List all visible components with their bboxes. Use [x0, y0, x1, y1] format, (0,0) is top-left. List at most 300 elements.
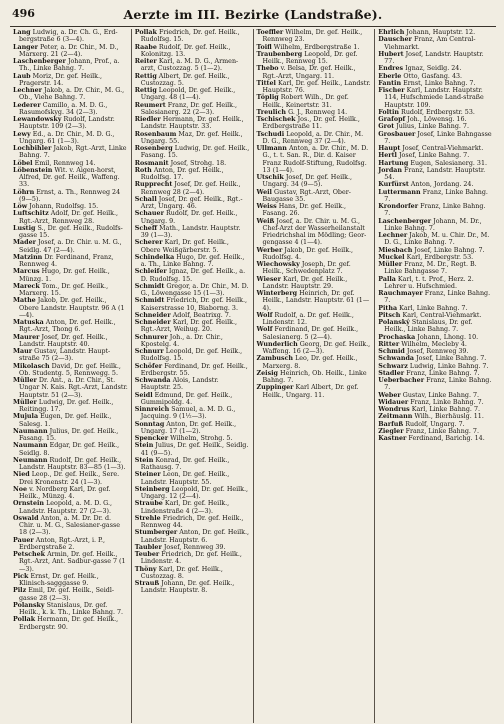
- entry-name: Straube: [134, 500, 163, 508]
- entry-name: Lochbihler: [13, 145, 52, 152]
- directory-entry: [378, 319, 493, 334]
- directory-entry: [135, 116, 250, 131]
- entry-details: Anton, Jordang. 24.: [410, 181, 474, 189]
- directory-entry: [135, 500, 250, 515]
- entry-details: Ernst, a. Th., Rennweg 24 (9—5).: [19, 188, 121, 203]
- entry-details: Julius, Dr. gef. Heilk., Fasang. 15.: [19, 427, 119, 442]
- directory-entry: [135, 268, 250, 283]
- entry-name: Laub: [13, 72, 31, 80]
- entry-name: Utschik: [256, 174, 284, 181]
- entry-name: Schöfer: [134, 362, 163, 370]
- directory-entry: [13, 602, 128, 617]
- entry-details: Karl, Dr. gef. Heilk., Landstr. Hauptstr. 76.: [262, 79, 371, 94]
- directory-entry: [257, 189, 372, 204]
- entry-name: Sonntag: [134, 420, 165, 428]
- entry-name: Thöny: [134, 565, 157, 573]
- entry-details: Franz, Linke Bahng. 7.: [384, 188, 488, 203]
- entry-details: Gustav, Rgt.-Arzt, Ober-Baugasse 35.: [262, 188, 351, 203]
- entry-name: Laschenberger: [378, 217, 432, 225]
- directory-entry: [378, 123, 493, 130]
- directory-entry: [135, 319, 250, 334]
- entry-name: Lechner: [378, 232, 408, 239]
- entry-details: Ferdinand, Dr. gef. Heilk., Erdbergstr. 55.: [140, 362, 248, 377]
- directory-entry: [378, 247, 493, 254]
- directory-entry: [257, 247, 372, 262]
- entry-details: Ed., a. Dr. Chir., M. D. G., Ungarg. 61 (1—3).: [19, 130, 115, 145]
- entry-name: Palla: [378, 275, 396, 283]
- entry-name: Schmidt: [134, 297, 165, 305]
- directory-entry: [378, 80, 493, 87]
- entry-details: Franz, Linke Bahng. 7.: [410, 398, 484, 406]
- entry-details: Gustav, Linke Bahng. 7.: [402, 391, 480, 399]
- directory-entry: [135, 580, 250, 595]
- entry-name: Hartung: [378, 159, 409, 167]
- entry-name: Kastner: [378, 435, 407, 442]
- entry-name: Tschischek: [256, 116, 296, 123]
- entry-name: Pauer: [13, 536, 34, 544]
- entry-name: Miesbach: [378, 246, 413, 254]
- directory-entry: [13, 348, 128, 363]
- entry-details: Josef, Linke Bahng. 7.: [416, 355, 487, 363]
- directory-entry: [135, 145, 250, 160]
- entry-name: Ueberbacher: [378, 377, 425, 384]
- entry-name: Pick: [13, 572, 29, 580]
- entry-details: Leop., Dr. gef. Heilk., Sere. Drei Kronenstr. 24 (1—3).: [19, 471, 120, 486]
- directory-entry: [378, 232, 493, 247]
- directory-entry: [257, 94, 372, 109]
- entry-name: Foltin: [378, 108, 400, 116]
- directory-entry: [257, 80, 372, 95]
- entry-name: Schleifer: [134, 268, 167, 276]
- entry-details: Wilhelm, Strohg. 5.: [170, 435, 233, 442]
- directory-entry: [378, 399, 493, 406]
- entry-details: Ferdinand, Dr. gef. Heilk., Salesianerg. 5 (2—4).: [262, 326, 359, 341]
- entry-details: Leopold, Dr. gef. Heilk., Rudolfsg. 15.: [140, 348, 243, 363]
- entry-name: Zeitmann: [378, 413, 413, 421]
- entry-details: Karl, Dr. gef. Heilk., Obere Weißgärberstr. 5.: [140, 239, 229, 254]
- entry-name: Wiechowsky: [256, 261, 300, 268]
- entry-details: Jos., Dr. gef. Heilk., Erdbergstraße 11.: [262, 116, 360, 131]
- directory-entry: [13, 500, 128, 515]
- directory-entry: [135, 377, 250, 392]
- directory-entry: [378, 152, 493, 159]
- entry-details: Josef, Central-Viehmarkt.: [402, 145, 484, 152]
- directory-entry: [257, 370, 372, 385]
- entry-details: Rudolf, Landstr. Hauptstr. 109 (2—3).: [19, 116, 115, 131]
- entry-name: Schwanda: [134, 377, 171, 384]
- directory-entry: [13, 44, 128, 59]
- directory-entry: [13, 87, 128, 102]
- entry-details: Anton, a. M. Dr. Dr. d. Chir. u. M. G., Salesianer-gasse 18 (2—3).: [19, 514, 120, 537]
- entry-name: Rauchmayer: [378, 290, 423, 297]
- entry-name: Tittel: [256, 79, 276, 87]
- entry-details: v. Nordberg Karl, Dr. gef. Heilk., Münzg. 4.: [19, 485, 111, 500]
- entry-details: Robert Wilh., Dr. gef. Heilk., Keinertstr. 31.: [262, 94, 349, 109]
- entry-name: Schauer: [134, 210, 164, 218]
- entry-name: Haupt: [378, 145, 401, 152]
- directory-entry: [13, 377, 128, 399]
- directory-entry: [13, 283, 128, 298]
- entry-name: Stein: [134, 442, 154, 450]
- directory-entry: [13, 457, 128, 472]
- entry-name: Toifl: [256, 43, 272, 51]
- directory-entry: [257, 109, 372, 116]
- directory-entry: [13, 537, 128, 552]
- entry-details: Leopold, a. M. D. G., Landstr. Hauptstr. 27 (2—3).: [19, 500, 112, 515]
- entry-name: Mikolasch: [13, 362, 50, 370]
- entry-name: Löbenstein: [13, 166, 53, 174]
- directory-entry: [13, 116, 128, 131]
- entry-details: Friedrich, Dr. gef. Heilk., Kaiserstrasse 10, Biaborng. 3.: [140, 297, 247, 312]
- columns: [10, 29, 496, 723]
- directory-entry: [13, 413, 128, 428]
- directory-entry: [378, 341, 493, 348]
- entry-details: Math., Landstr. Hauptstr. 39 (1—3).: [140, 224, 241, 239]
- entry-name: Jordan: [378, 166, 402, 174]
- directory-entry: [13, 573, 128, 588]
- page-title: Aerzte im III. Bezirke (Landstraße).: [123, 7, 383, 22]
- directory-entry: [13, 515, 128, 537]
- entry-name: Naumann: [13, 427, 48, 435]
- entry-details: Hermann, Dr. gef. Heilk., Landstr. Hauptstr. 33.: [140, 116, 244, 131]
- directory-entry: [378, 312, 493, 319]
- entry-name: Löhrn: [13, 188, 35, 196]
- entry-details: Johann, Rudolfsg. 15.: [29, 203, 99, 210]
- entry-details: Eugen, Salesianerg. 31.: [410, 159, 488, 167]
- entry-details: Josef, a. Dr. Chir. u. M. G., Chef-Arzt der Wasserheilanstalt Friedrichshal im Mödling; Geor-gengasse 4 (1—4).: [262, 217, 367, 247]
- entry-name: Grosbauer: [378, 130, 416, 138]
- entry-name: Matuska: [13, 319, 44, 326]
- entry-details: Franz, Linke Bahng. 7.: [406, 369, 480, 377]
- column-3: [253, 29, 375, 723]
- entry-name: Töplig: [256, 94, 279, 102]
- entry-name: Prochaska: [378, 333, 416, 341]
- entry-name: Steinberg: [134, 485, 170, 493]
- directory-entry: [257, 116, 372, 131]
- entry-name: Stadler: [378, 369, 405, 377]
- entry-name: Petschek: [13, 551, 46, 558]
- directory-entry: [135, 44, 250, 59]
- entry-details: Rudolf, a. Dr. gef. Heilk., Lindenstr. 12.: [262, 311, 354, 326]
- entry-details: Emil, Rennweg 14.: [34, 159, 96, 167]
- directory-entry: [135, 348, 250, 363]
- entry-details: Moriz, Dr. gef. Heilk., Pragerstr. 14.: [19, 72, 103, 87]
- entry-name: Ornstein: [13, 500, 45, 508]
- entry-name: Lewy: [13, 130, 31, 138]
- entry-name: Mathe: [13, 297, 36, 305]
- column-1: [10, 29, 131, 723]
- entry-name: Löbel: [13, 159, 33, 167]
- entry-name: Lechner: [13, 87, 42, 94]
- directory-entry: [378, 181, 493, 188]
- entry-details: Armin, Dr. gef. Heilk., Rgt.-Arzt, Ant. Sadbur-gasse 7 (1—3).: [19, 551, 126, 573]
- entry-name: Oswald: [13, 514, 39, 522]
- entry-name: Barfuß: [378, 420, 404, 428]
- directory-entry: [13, 587, 128, 602]
- entry-details: Anton, Dr. gef. Heilk., Rudolfsg. 17.: [140, 166, 224, 181]
- directory-entry: [378, 65, 493, 72]
- directory-entry: [378, 218, 493, 233]
- column-4: [374, 29, 496, 723]
- entry-details: Karl, Dr. gef. Heilk., Landstr. Hauptstr. 29.: [262, 275, 348, 290]
- entry-name: Schindelka: [134, 253, 175, 261]
- entry-name: Maur: [13, 348, 33, 355]
- directory-entry: [135, 196, 250, 211]
- directory-entry: [13, 319, 128, 334]
- entry-details: Karl, Dr. gef. Heilk., Rgt.-Arzt, Weihug. 20.: [140, 319, 237, 334]
- entry-name: Pollak: [134, 29, 157, 36]
- directory-entry: [13, 210, 128, 225]
- directory-entry: [257, 326, 372, 341]
- entry-name: Toeffler: [256, 29, 284, 36]
- directory-entry: [257, 174, 372, 189]
- directory-entry: [135, 254, 250, 269]
- entry-details: Karl, Dr. gef. Heilk., Custozzag. 8.: [140, 565, 223, 580]
- entry-name: Polansky: [13, 601, 45, 609]
- entry-name: Matzinn: [13, 253, 43, 261]
- directory-entry: [135, 312, 250, 319]
- entry-details: Josef, Rennweg 39.: [163, 543, 226, 551]
- entry-name: Luttermann: [378, 188, 421, 196]
- directory-entry: [135, 551, 250, 566]
- entry-details: Konrad, Dr. gef. Heilk., Rathausg. 7.: [140, 456, 230, 471]
- entry-name: Schnurer: [134, 333, 168, 341]
- entry-details: Ignaz, Seidlg. 24.: [405, 65, 462, 73]
- directory-entry: [257, 131, 372, 146]
- entry-details: Joh., a. Dr. Chir., Kpostelg. 4.: [140, 333, 223, 348]
- entry-details: Jakob, Dr. gef. Heilk., Rudolfsg. 4.: [262, 246, 354, 261]
- directory-entry: [135, 363, 250, 378]
- entry-details: Camillo, a. M. D. G., Rasumofskyg. 34 (2—3).: [19, 101, 108, 116]
- directory-entry: [378, 36, 493, 51]
- entry-details: Josef, Linke Bahng. 7.: [399, 152, 470, 160]
- directory-entry: [135, 457, 250, 472]
- entry-name: Weiß: [256, 217, 275, 225]
- entry-details: Adolf, Dr. gef. Heilk., Rgt.-Arzt, Rennweg 28.: [19, 210, 119, 225]
- entry-details: Ludwig, a. Dr. Ch. G., Erd-bergstraße 6 (3—4).: [19, 29, 118, 44]
- entry-details: Leopold, Dr. gef. Heilk., Ungarg. 48 (1—4).: [140, 87, 236, 102]
- entry-name: Hubert: [378, 50, 404, 58]
- directory-entry: [378, 51, 493, 66]
- entry-details: Ludwig, Linke Bahng. 7.: [409, 362, 489, 370]
- entry-name: Rettig: [134, 87, 157, 94]
- directory-entry: [378, 87, 493, 109]
- entry-name: Luftschitz: [13, 210, 49, 218]
- entry-details: Wilhelm, Mecleby 4.: [401, 340, 467, 348]
- entry-name: Pitsch: [378, 311, 401, 319]
- directory-entry: [257, 203, 372, 218]
- entry-details: Franz, Linke Bahng. 7.: [384, 290, 491, 305]
- entry-details: Heinrich, Dr. gef. Heilk., Landstr. Hauptstr. 61 (1—4).: [262, 290, 370, 312]
- entry-name: Widauer: [378, 398, 409, 406]
- entry-details: Josef, Landstr. Hauptstr. 77.: [384, 50, 484, 65]
- entry-details: Hans, Dr. gef. Heilk., Fasang. 26.: [262, 203, 347, 218]
- entry-details: Anton, Dr. gef. Heilk., Rgt.-Arzt, Thong 6.: [19, 319, 116, 334]
- entry-details: Johann, Lhong. 10.: [417, 333, 479, 341]
- directory-entry: [13, 145, 128, 160]
- directory-entry: [257, 29, 372, 44]
- entry-details: Rudolf, Ungarg. 7.: [405, 420, 465, 428]
- entry-name: Roth: [134, 166, 152, 174]
- entry-details: Peter, a. Dr. Chir., M. D., Marxerg. 21 (2—4).: [19, 43, 119, 58]
- entry-details: Ludwig, Dr. gef. Heilk., Fasang. 15.: [140, 145, 250, 160]
- entry-name: Schall: [134, 195, 157, 203]
- entry-details: Hermann, Dr. gef. Heilk., Erdbergstr. 90.: [19, 616, 119, 631]
- directory-entry: [13, 131, 128, 146]
- entry-name: Rettig: [134, 72, 157, 80]
- entry-details: Anton, Rgt.-Arzt, i. P., Erdbergstraße 2.: [19, 536, 106, 551]
- entry-details: Ignaz, Dr. gef. Heilk., a. D. Rudolfsg. 15.: [140, 268, 246, 283]
- entry-details: Josef, Strohg. 18.: [170, 159, 227, 167]
- entry-details: Josef, Dr. gef. Heilk., Rennweg 28 (2—4).: [140, 181, 241, 196]
- directory-entry: [13, 363, 128, 378]
- entry-details: Ferdinand, Barichg. 14.: [408, 435, 485, 442]
- entry-details: Julius, Linke Bahng. 7.: [396, 123, 469, 131]
- entry-details: Friedrich, Dr. gef. Heilk., Lindenstr. 4.: [140, 551, 242, 566]
- directory-entry: [13, 616, 128, 631]
- entry-details: Josef, a. Dr. Chir. u. M. G., Seidlg. 47 (2—4).: [19, 239, 122, 254]
- entry-details: Wilh., Bierhäuslg. 11.: [414, 413, 484, 421]
- entry-name: Spencker: [134, 435, 169, 442]
- entry-name: Dauscher: [378, 36, 412, 44]
- entry-name: Hertl: [378, 152, 397, 160]
- entry-name: Zambusch: [256, 355, 294, 363]
- entry-name: Pollak: [13, 616, 36, 624]
- entry-name: Schmid: [378, 348, 405, 355]
- directory-entry: [13, 551, 128, 573]
- directory-entry: [13, 58, 128, 73]
- entry-name: Tschudi: [256, 130, 285, 138]
- entry-name: Winterberg: [256, 290, 298, 297]
- entry-name: Müller: [13, 398, 37, 406]
- directory-entry: [13, 225, 128, 240]
- directory-entry: [257, 290, 372, 312]
- entry-details: Karl, Erdbergstr. 53.: [406, 253, 474, 261]
- entry-details: Franz, Linke Bahng. 7.: [384, 377, 492, 392]
- entry-name: Grot: [378, 123, 395, 131]
- directory-entry: [135, 406, 250, 421]
- entry-name: Polanský: [378, 319, 410, 326]
- entry-details: Joseph, Dr. gef. Heilk., Schwedenplatz 7.: [262, 261, 351, 276]
- directory-entry: [257, 65, 372, 80]
- entry-details: Hugo, Dr. gef. Heilk., a. Th., Linke Bahng. 7.: [140, 253, 245, 268]
- entry-name: Schwanda: [378, 355, 415, 363]
- entry-details: Johann, Hauptstr. 12.: [406, 29, 476, 36]
- entry-details: Adolf, Beatrixg. 7.: [172, 311, 231, 319]
- directory-entry: [378, 363, 493, 370]
- entry-details: Johann, M. Dr., Linke Bahng. 7.: [384, 217, 482, 232]
- entry-details: Georg, Dr. gef. Heilk., Waffeng. 16 (2—3).: [262, 340, 371, 355]
- entry-name: Schneider: [134, 311, 171, 319]
- entry-details: Eugen, Dr. gef. Heilk., Salesg. 1.: [19, 413, 112, 428]
- entry-details: Anton, Dr. gef. Heilk., Landstr. Hauptstr. 6.: [140, 529, 250, 544]
- entry-details: Dr. Ferdinand, Franz, Rennweg 4.: [19, 253, 114, 268]
- entry-details: Wit. v. Aigen-horst, Alfred, Dr. gef. Heilk., Waffeng. 33.: [19, 166, 120, 189]
- entry-name: Fischer: [378, 87, 405, 94]
- directory-entry: [135, 167, 250, 182]
- directory-entry: [135, 87, 250, 102]
- directory-entry: [378, 413, 493, 420]
- entry-details: Karl, Linke Bahng. 7.: [399, 304, 468, 312]
- entry-name: Treulich: [256, 108, 287, 116]
- entry-name: Krondorfer: [378, 203, 419, 210]
- entry-name: Eberle: [378, 72, 402, 80]
- directory-entry: [135, 210, 250, 225]
- entry-name: Grafopf: [378, 116, 406, 123]
- directory-entry: [135, 421, 250, 436]
- directory-entry: [13, 399, 128, 414]
- directory-entry: [135, 239, 250, 254]
- directory-entry: [135, 392, 250, 407]
- entry-details: Edmund, Dr. gef. Heilk., Gummipoldg. 4.: [140, 391, 233, 406]
- directory-entry: [257, 312, 372, 327]
- entry-name: Maurer: [13, 333, 40, 341]
- entry-name: Scheff: [134, 224, 158, 232]
- entry-details: Rudolf, Dr. gef. Heilk., Landstr. Hauptstr. 83—85 (1—3).: [19, 456, 126, 471]
- entry-details: Josef, Linke Bahng. 7.: [414, 246, 485, 254]
- entry-details: Anton, Dr. gef. Heilk., Ungarg. 17 (1—2).: [140, 420, 237, 435]
- directory-entry: [257, 384, 372, 399]
- directory-entry: [378, 370, 493, 377]
- entry-details: Maz, Dr. gef. Heilk., Ungarg. 55.: [140, 130, 243, 145]
- entry-details: Wilhelm, Dr. gef. Heilk., Rennweg 23.: [262, 29, 363, 44]
- entry-details: Samuel, a. M. D. G., Jacquing. 9 (1½—3).: [140, 406, 236, 421]
- entry-name: Laschenberger: [13, 58, 66, 65]
- entry-details: Franz, Linke Bahng. 7.: [384, 203, 486, 218]
- directory-entry: [13, 254, 128, 269]
- entry-name: Nied: [13, 471, 30, 479]
- entry-details: Heinrich, Ob. Heilk., Linke Bahng. 7.: [262, 369, 367, 384]
- entry-details: Leopold, a. Dr. Chir., M. D. G., Rennweg 37 (2—4).: [262, 130, 364, 145]
- entry-details: Johann, Prof., a. Th., Linke Bahng. 7.: [19, 58, 120, 73]
- directory-entry: [378, 160, 493, 167]
- entry-details: Josef, Rennweg 39.: [406, 348, 469, 355]
- directory-entry: [13, 73, 128, 88]
- entry-details: Jakob, Dr. gef. Heilk., Obere Landstr. Hauptstr. 96 A (1—4).: [19, 297, 125, 319]
- entry-name: Rupprecht: [134, 181, 173, 189]
- entry-name: Sinnreich: [134, 406, 170, 413]
- directory-entry: [378, 189, 493, 204]
- entry-name: Seidl: [134, 391, 153, 399]
- entry-details: Jakob, Rgt.-Arzt, Linke Bahng. 7.: [19, 145, 127, 160]
- directory-entry: [135, 515, 250, 530]
- entry-name: Thebo: [256, 65, 279, 73]
- page-header: [10, 6, 496, 27]
- entry-details: Anton, a. Dr. Chir., M. D. G., t. t. San. R., Dir. d. Kaiser Franz Rudolf-Stiftung, Rudolfsg. 13 (1—4).: [262, 145, 369, 174]
- entry-name: Schnurr: [134, 348, 164, 355]
- entry-name: Müller: [13, 377, 37, 384]
- entry-name: Naumann: [13, 442, 48, 450]
- directory-entry: [257, 276, 372, 291]
- entry-details: David, Dr. gef. Heilk., Ob. Studentg. 5, Rennwegg. 5.: [19, 362, 121, 377]
- entry-name: Lederer: [13, 101, 41, 109]
- entry-name: Wondrus: [378, 406, 410, 413]
- entry-name: Mader: [13, 239, 36, 247]
- directory-entry: [378, 435, 493, 442]
- entry-details: Franz, Linke Bahng. 7.: [405, 427, 479, 435]
- directory-entry: [378, 254, 493, 261]
- entry-details: Rudolf, Dr. gef. Heilk., Kolonitzg. 13.: [140, 43, 231, 58]
- entry-name: Schneider: [134, 319, 171, 326]
- directory-entry: [378, 305, 493, 312]
- directory-entry: [135, 486, 250, 501]
- entry-details: Alois, Landstr. Hauptstr. 25.: [140, 377, 219, 392]
- entry-name: Pitha: [378, 304, 398, 312]
- entry-name: Ullmann: [256, 145, 287, 152]
- entry-details: Josef, Dr. gef. Heilk., Rgt.-Arzt, Ungarg. 46.: [140, 195, 243, 210]
- entry-name: Lewandowsky: [13, 116, 62, 123]
- entry-name: Noe: [13, 485, 28, 493]
